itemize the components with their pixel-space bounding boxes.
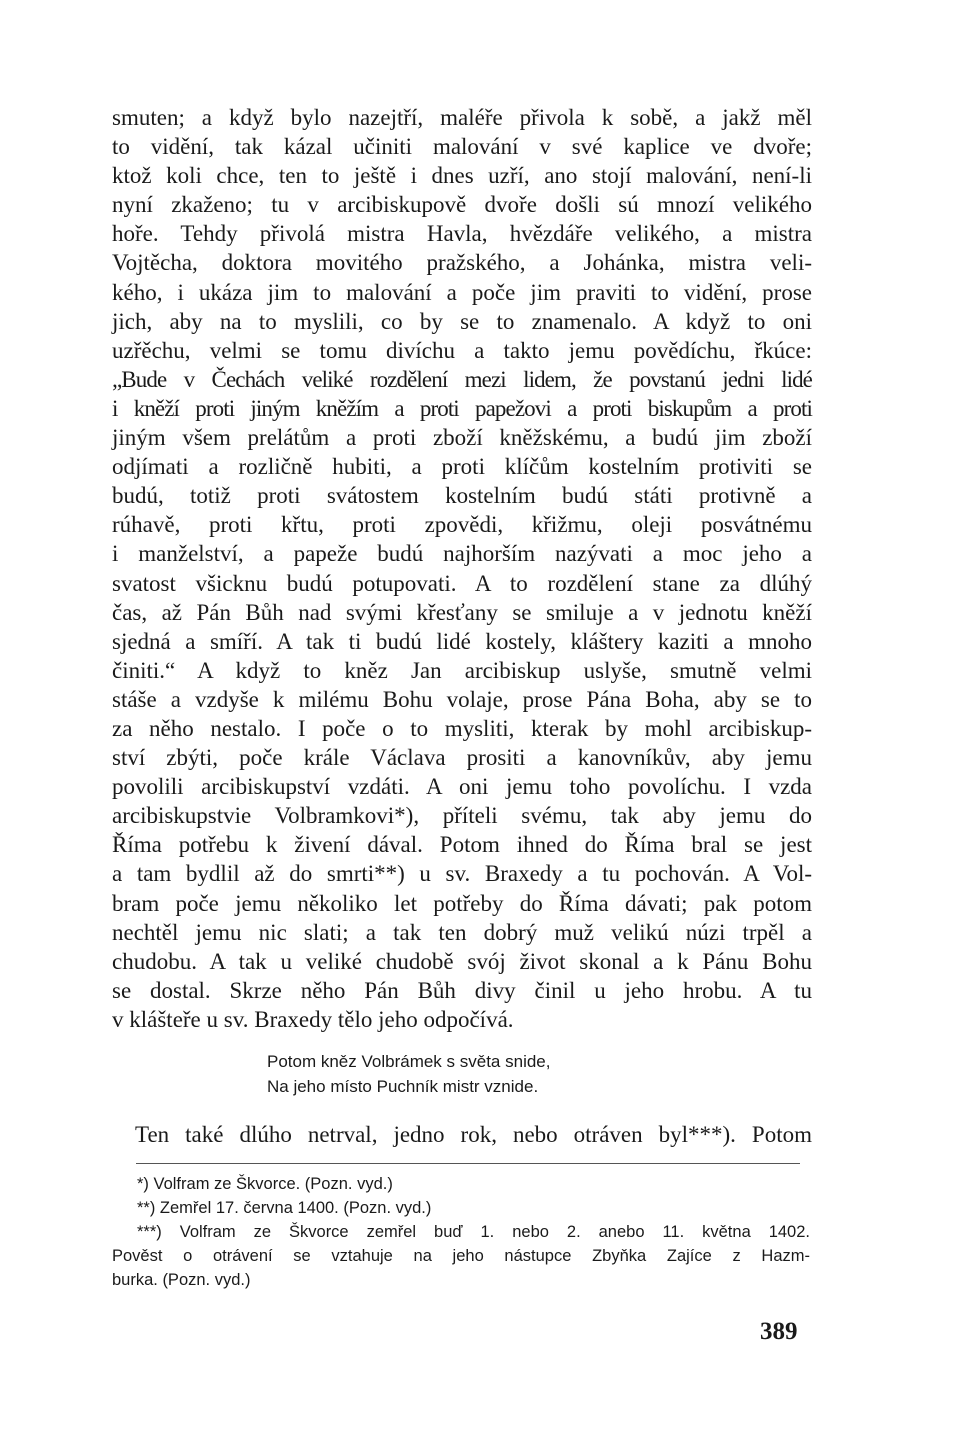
text-line: sjedná a smíří. A tak ti budú lidé kostely, kláštery kaziti a mnoho [112, 628, 812, 654]
text-line: i kněží proti jiným kněžím a proti papežovi a proti biskupům a proti [112, 395, 812, 421]
text-line: jiným všem prelátům a proti zboží kněžskému, a budú jim zboží [112, 425, 812, 451]
footnote: *) Volfram ze Škvorce. (Pozn. vyd.) [137, 1175, 393, 1193]
text-line: jich, aby na to myslili, co by se to znamenalo. A když to oni [112, 308, 812, 334]
text-line: za něho nestalo. I poče o to mysliti, kterak by mohl arcibiskup- [112, 715, 812, 741]
footnote: ***) Volfram ze Škvorce zemřel buď 1. nebo 2. anebo 11. května 1402. [137, 1223, 810, 1241]
text-line: arcibiskupstvie Volbramkovi*), příteli svému, tak aby jemu do [112, 803, 812, 829]
page-number: 389 [760, 1318, 798, 1345]
footnotes [112, 1172, 810, 1292]
text-line: bram poče jemu několiko let potřeby do Říma dávati; pak potom [112, 890, 812, 916]
text-line: nechtěl jemu nic slati; a tak ten dobrý muž velikú núzi trpěl a [112, 919, 812, 945]
text-line: čas, až Pán Bůh nad svými křesťany se smiluje a v jednotu kněží [112, 599, 812, 625]
verse [267, 1049, 550, 1099]
text-line: Vojtěcha, doktora movitého pražského, a Johánka, mistra veli- [112, 250, 812, 276]
main-text [112, 103, 812, 1034]
text-line: rúhavě, proti křtu, proti zpovědi, křižmu, oleji posvátnému [112, 512, 812, 538]
footnote-continuation: burka. (Pozn. vyd.) [112, 1271, 251, 1289]
text-line: činiti.“ A když to kněz Jan arcibiskup uslyše, smutně velmi [112, 657, 812, 683]
text-line: chudobu. A tak u veliké chudobě svój život skonal a k Pánu Bohu [112, 948, 812, 974]
text-line: hoře. Tehdy přivolá mistra Havla, hvězdáře velikého, a mistra [112, 221, 812, 247]
text-line: ktož koli chce, ten to ještě i dnes uzří, ano stojí malování, není-li [112, 163, 812, 189]
text-line: i manželství, a papeže budú najhorším nazývati a moc jeho a [112, 541, 812, 567]
text-line: budú, totiž proti svátostem kostelním budú státi protivně a [112, 483, 812, 509]
text-line: povolili arcibiskupství vzdáti. A oni jemu toho povolíchu. I vzda [112, 774, 812, 800]
text-line: uzřěchu, velmi se tomu divíchu a takto jemu povědíchu, řkúce: [112, 337, 812, 363]
verse-line: Na jeho místo Puchník mistr vznide. [267, 1077, 539, 1096]
footnote-continuation: Pověst o otrávení se vztahuje na jeho nástupce Zbyňka Zajíce z Hazm- [112, 1247, 810, 1265]
text-line: nyní zkaženo; tu v arcibiskupově dvoře došli sú mnozí velikého [112, 192, 812, 218]
text-line: stáše a vzdyše k milému Bohu volaje, prose Pána Boha, aby se to [112, 686, 812, 712]
text-line: odjímati a rozličně hubiti, a proti klíčům kostelním protiviti se [112, 454, 812, 480]
text-line: kého, i ukáza jim to malování a poče jim praviti to vidění, prose [112, 279, 812, 305]
text-line: smuten; a když bylo nazejtří, maléře přivola k sobě, a jakž měl [112, 105, 812, 130]
text-line: ství zbýti, poče krále Václava prositi a kanovníkův, aby jemu [112, 745, 812, 771]
text-line: „Bude v Čechách veliké rozdělení mezi lidem, že povstanú jedni lidé [112, 366, 812, 392]
text-line: Říma potřebu k živení dával. Potom ihned do Říma bral se jest [112, 832, 812, 858]
text-line: v klášteře u sv. Braxedy tělo jeho odpočívá. [112, 1006, 514, 1032]
text-line: to vidění, tak kázal učiniti malování v své kaplice ve dvoře; [112, 134, 812, 160]
verse-line: Potom kněz Volbrámek s světa snide, [267, 1052, 551, 1071]
text-line: svatost všicknu budú potupovati. A to rozdělení stane za dlúhý [112, 570, 812, 596]
footnote-rule [136, 1163, 800, 1164]
text-line: a tam bydlil až do smrti**) u sv. Braxedy a tu pochován. A Vol- [112, 861, 812, 887]
text-line: se dostal. Skrze něho Pán Bůh divy činil u jeho hrobu. A tu [112, 977, 812, 1003]
continuation-line: Ten také dlúho netrval, jedno rok, nebo otráven byl***). Potom [135, 1122, 812, 1147]
footnote: **) Zemřel 17. června 1400. (Pozn. vyd.) [137, 1199, 432, 1217]
